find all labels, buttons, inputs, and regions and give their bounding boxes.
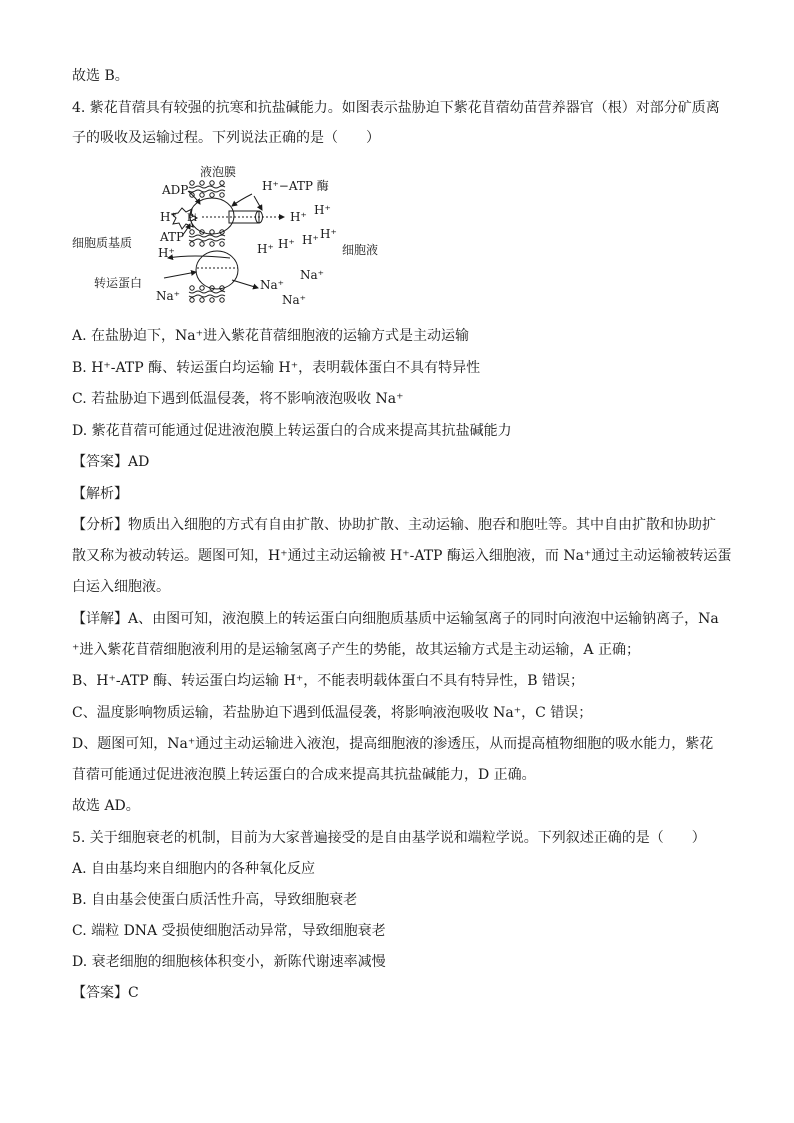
- na-ion: Na⁺: [156, 289, 180, 303]
- answer-label: 【答案】AD: [72, 454, 150, 470]
- adp-label: ADP: [162, 183, 189, 197]
- option-a: A. 在盐胁迫下，Na⁺进入紫花苜蓿细胞液的运输方式是主动运输: [72, 328, 469, 344]
- pi-label: Pi: [187, 213, 197, 224]
- atp-label: ATP: [160, 230, 185, 244]
- vacuole-transport-diagram: [72, 158, 432, 308]
- answer-label: 【答案】C: [72, 985, 139, 1001]
- h-ion: H⁺: [314, 203, 331, 217]
- option-d: D. 紫花苜蓿可能通过促进液泡膜上转运蛋白的合成来提高其抗盐碱能力: [72, 423, 512, 439]
- question-5-option-d: D. 衰老细胞的细胞核体积变小，新陈代谢速率减慢: [72, 954, 386, 970]
- h-ion: H⁺: [302, 233, 319, 247]
- h-ion: H⁺: [158, 246, 175, 260]
- detail-text: ⁺进入紫花苜蓿细胞液利用的是运输氢离子产生的势能，故其运输方式是主动运输，A 正确；: [72, 642, 640, 658]
- h-ion: H⁺: [278, 237, 295, 251]
- analysis-text: 散又称为被动转运。题图可知，H⁺通过主动运输被 H⁺-ATP 酶运入细胞液，而 Na⁺通过主动运输被转运蛋: [72, 548, 732, 564]
- question-4-stem-cont: 子的吸收及运输过程。下列说法正确的是（ ）: [72, 130, 380, 146]
- detail-text: C、温度影响物质运输，若盐胁迫下遇到低温侵袭，将影响液泡吸收 Na⁺，C 错误；: [72, 705, 593, 721]
- analysis-text: 【分析】物质出入细胞的方式有自由扩散、协助扩散、主动运输、胞吞和胞吐等。其中自由扩散和协助扩: [72, 517, 716, 533]
- na-ion: Na⁺: [300, 268, 324, 282]
- h-ion: H⁺: [320, 227, 337, 241]
- question-5-option-c: C. 端粒 DNA 受损使细胞活动异常，导致细胞衰老: [72, 923, 386, 939]
- question-5-option-b: B. 自由基会使蛋白质活性升高，导致细胞衰老: [72, 892, 358, 908]
- analysis-label: 【解析】: [72, 486, 128, 502]
- na-ion: Na⁺: [260, 278, 284, 292]
- question-5-option-a: A. 自由基均来自细胞内的各种氧化反应: [72, 861, 316, 877]
- text-line: 故选 AD。: [72, 798, 140, 814]
- na-ion: Na⁺: [282, 293, 306, 307]
- option-b: B. H⁺-ATP 酶、转运蛋白均运输 H⁺，表明载体蛋白不具有特异性: [72, 360, 481, 376]
- option-c: C. 若盐胁迫下遇到低温侵袭，将不影响液泡吸收 Na⁺: [72, 391, 404, 407]
- text-line: 故选 B。: [72, 68, 129, 84]
- cytoplasm-label: 细胞质基质: [72, 236, 133, 250]
- h-ion: H⁺: [160, 210, 177, 224]
- h-ion: H⁺: [290, 210, 307, 224]
- detail-text: 苜蓿可能通过促进液泡膜上转运蛋白的合成来提高其抗盐碱能力，D 正确。: [72, 767, 536, 783]
- vacuole-label: 细胞液: [342, 243, 379, 257]
- transporter-label: 转运蛋白: [94, 276, 143, 290]
- question-5-stem: 5. 关于细胞衰老的机制，目前为大家普遍接受的是自由基学说和端粒学说。下列叙述正确的是（ ）: [72, 830, 706, 846]
- detail-text: 【详解】A、由图可知，液泡膜上的转运蛋白向细胞质基质中运输氢离子的同时向液泡中运输钠离子，Na: [72, 611, 719, 627]
- detail-text: B、H⁺-ATP 酶、转运蛋白均运输 H⁺，不能表明载体蛋白不具有特异性，B 错误；: [72, 673, 584, 689]
- detail-text: D、题图可知，Na⁺通过主动运输进入液泡，提高细胞液的渗透压，从而提高植物细胞的吸水能力，紫花: [72, 736, 714, 752]
- question-4-stem: 4. 紫花苜蓿具有较强的抗寒和抗盐碱能力。如图表示盐胁迫下紫花苜蓿幼苗营养器官（根）对部分矿质离: [72, 100, 720, 116]
- h-ion: H⁺: [257, 242, 274, 256]
- membrane-label: 液泡膜: [200, 165, 237, 179]
- analysis-text: 白运入细胞液。: [72, 579, 170, 595]
- atpase-label: H⁺−ATP 酶: [262, 179, 329, 193]
